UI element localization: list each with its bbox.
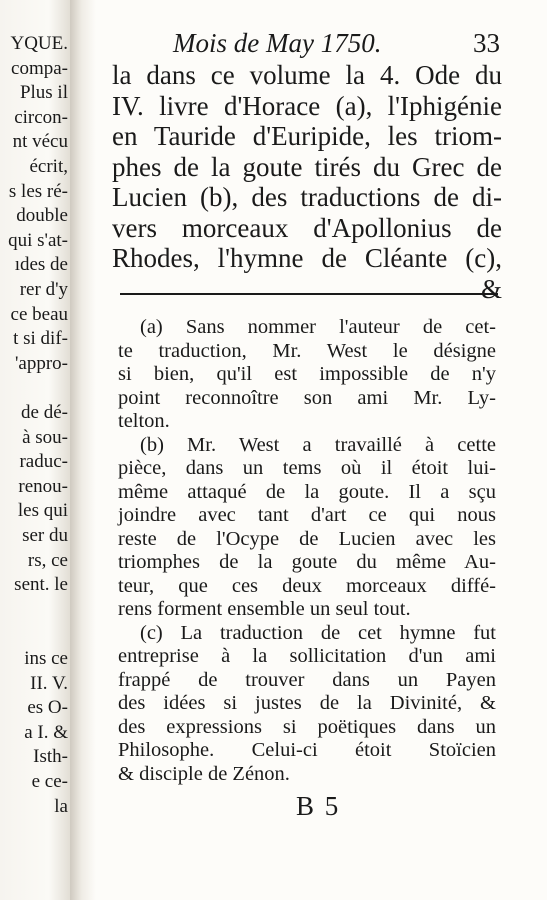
gutter-fragment: nt vécu (12, 131, 68, 153)
gutter-fragment: écrit, (29, 156, 68, 177)
facing-page-fragment (0, 0, 70, 900)
main-line: en Tauride d'Euripide, les triom- (112, 121, 502, 151)
book-page (108, 0, 540, 900)
footnote-line: triomphes de la goute du même Au- (118, 551, 496, 573)
main-line: IV. livre d'Horace (a), l'Iphigénie (112, 90, 502, 121)
gutter-fragment: es O- (27, 697, 68, 719)
page-number: 33 (473, 28, 500, 58)
gutter-fragment: ıdes de (14, 254, 68, 276)
gutter-fragment: e ce- (31, 771, 68, 792)
footnote-line: teur, que ces deux morceaux diffé- (118, 574, 496, 597)
gutter-fragment: double (16, 205, 68, 227)
footnote-line: & disciple de Zénon. (118, 762, 290, 785)
catchword: & (480, 273, 502, 304)
footnote-b (118, 434, 496, 622)
footnote-line: (b) Mr. West a travaillé à cette (140, 433, 496, 456)
footnote-line: Philosophe. Celui-ci étoit Stoïcien (118, 739, 496, 761)
footnote-line: des expressions si poëtiques dans un (118, 715, 496, 738)
gutter-fragment: rer d'y (19, 279, 68, 300)
gutter-fragment: la (54, 795, 68, 817)
footnote-line: frappé de trouver dans un Payen (118, 668, 496, 691)
footnote-line: reste de l'Ocype de Lucien avec les (118, 527, 496, 550)
footnote-c (118, 622, 496, 787)
gutter-fragment: qui s'at- (8, 229, 68, 251)
footnote-line: des idées si justes de la Divinité, & (118, 692, 496, 714)
footnotes (118, 316, 496, 786)
main-line: la dans ce volume la 4. Ode du (112, 60, 502, 90)
footnote-line: même attaqué de la goute. Il a sçu (118, 480, 496, 503)
footnote-line: rens forment ensemble un seul tout. (118, 598, 411, 620)
gutter-fragment: II. V. (30, 672, 68, 694)
gutter-fragment: renou- (18, 475, 68, 497)
gutter-fragment: circon- (14, 106, 68, 128)
main-line: vers morceaux d'Apollonius de (112, 212, 502, 243)
gutter-fragment: a I. & (24, 721, 68, 743)
gutter-fragment: ins ce (24, 648, 68, 669)
gutter-fragment: les qui (17, 500, 68, 522)
footnote-a (118, 316, 496, 434)
running-title: Mois de May 1750. (173, 28, 382, 58)
page-fold-shadow (70, 0, 96, 900)
gutter-fragment: t si dif- (13, 328, 68, 350)
footnote-line: te traduction, Mr. West le désigne (118, 339, 496, 362)
gutter-fragment: Isth- (33, 746, 68, 768)
footnote-line: joindre avec tant d'art ce qui nous (118, 504, 496, 526)
gutter-fragment: rs, ce (27, 549, 68, 571)
gutter-fragment: 'appro- (14, 352, 68, 374)
gutter-fragment: raduc- (19, 451, 68, 473)
gutter-fragment: Plus il (19, 82, 68, 104)
footnote-line: (a) Sans nommer l'auteur de cet- (140, 316, 496, 338)
footnote-line: pièce, dans un tems où il étoit lui- (118, 457, 496, 479)
footnote-line: entreprise à la sollicitation d'un ami (118, 645, 496, 667)
footnote-line: telton. (118, 410, 170, 432)
main-line: phes de la goute tirés du Grec de (112, 151, 502, 182)
footnote-line: (c) La traduction de cet hymne fut (140, 621, 496, 644)
signature-mark: B 5 (296, 791, 341, 821)
gutter-fragment: de dé- (21, 402, 68, 423)
gutter-fragment: ser du (22, 525, 68, 546)
main-paragraph (112, 60, 502, 304)
gutter-fragment: YQUE. (10, 33, 68, 54)
footnote-line: si bien, qu'il est impossible de n'y (118, 363, 496, 385)
gutter-fragment: compa- (11, 57, 68, 79)
footnote-rule (120, 293, 498, 295)
main-line: Lucien (b), des traductions de di- (112, 182, 502, 212)
gutter-fragment: à sou- (22, 426, 68, 448)
gutter-fragment: ce beau (10, 303, 68, 325)
footnote-line: point reconnoître son ami Mr. Ly- (118, 386, 496, 409)
gutter-fragment: sent. le (14, 574, 68, 596)
gutter-fragment: s les ré- (8, 180, 68, 202)
main-line: Rhodes, l'hymne de Cléante (c), (112, 243, 502, 273)
